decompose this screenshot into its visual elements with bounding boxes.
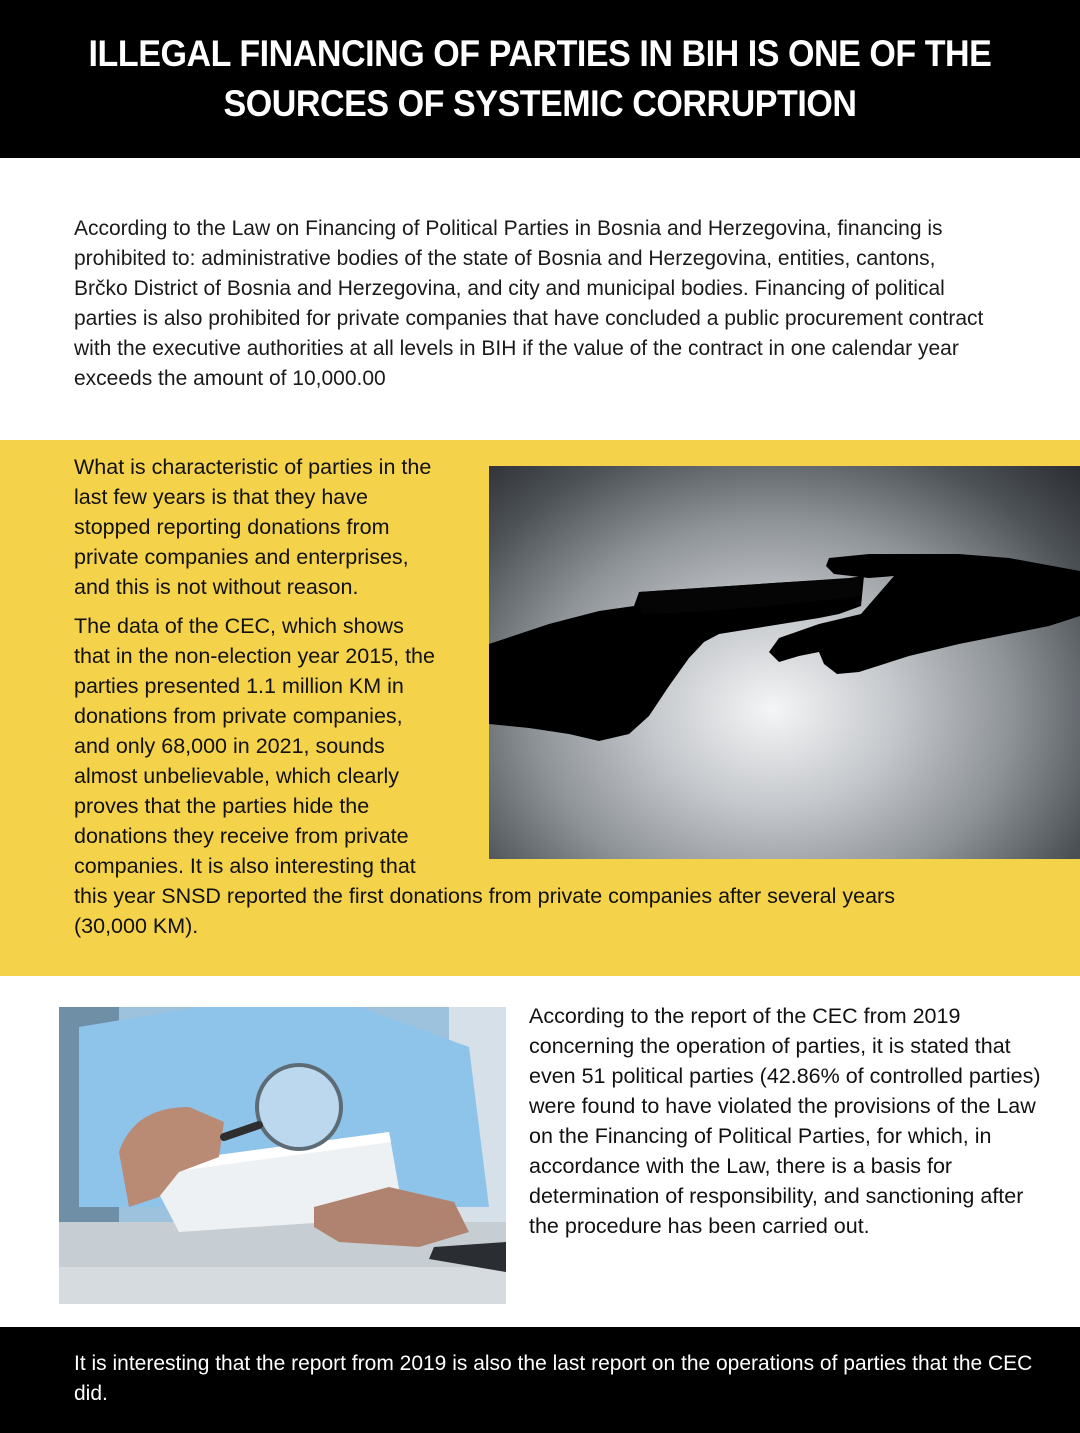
intro-paragraph: According to the Law on Financing of Political Parties in Bosnia and Herzegovina, financing is prohibited to: administrative bodies of the state of Bosnia and Herzegovina, entities, cantons, Brčko District of Bosnia and Herzegovina, and city and municipal bodies. Financing of political parties is also prohibited for private companies that have concluded a public procurement contract with the executive authorities at all levels in BIH if the value of the contract in one calendar year exceeds the amount of 10,000.00	[74, 217, 984, 390]
footer-banner	[0, 1327, 1080, 1433]
page-title: ILLEGAL FINANCING OF PARTIES IN BIH IS ONE OF THE SOURCES OF SYSTEMIC CORRUPTION	[88, 33, 992, 124]
magnifying-glass-icon	[59, 1007, 506, 1304]
highlight-text-block	[74, 452, 954, 950]
highlight-paragraph-1: What is characteristic of parties in the last few years is that they have stopped reporting donations from private companies and enterprises, and this is not without reason.	[74, 455, 432, 599]
header-banner	[0, 0, 1080, 158]
image-float-spacer	[442, 452, 954, 864]
highlight-paragraph-2: The data of the CEC, which shows that in the non-election year 2015, the parties presented 1.1 million KM in donations from private companies, and only 68,000 in 2021, sounds almost unbelievable, which clearly proves that the parties hide the donations they receive from private companies. It is also interesting that this year SNSD reported the first donations from private companies after several years (30,000 KM).	[74, 614, 895, 938]
magnifier-documents-image	[59, 1007, 506, 1304]
cec-report-paragraph: According to the report of the CEC from 2019 concerning the operation of parties, it is stated that even 51 political parties (42.86% of controlled parties) were found to have violated the provisions of the Law on the Financing of Political Parties, for which, in accordance with the Law, there is a basis for determination of responsibility, and sanctioning after the procedure has been carried out.	[529, 1004, 1041, 1238]
footer-text: It is interesting that the report from 2019 is also the last report on the operations of parties that the CEC did.	[74, 1352, 1033, 1405]
